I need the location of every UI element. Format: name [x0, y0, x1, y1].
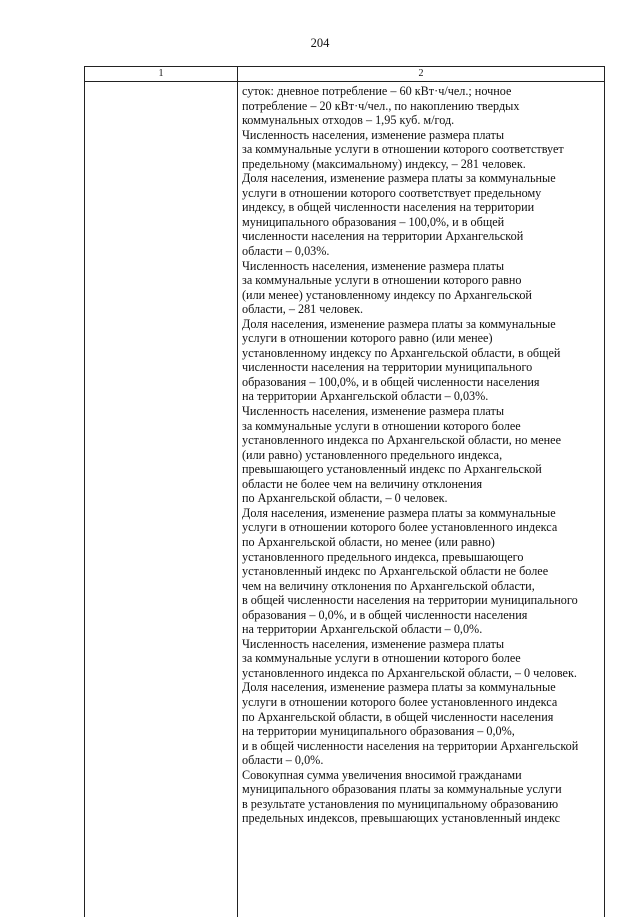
text-line: чем на величину отклонения по Архангельской области,: [242, 578, 535, 593]
text-line: области не более чем на величину отклонения: [242, 476, 483, 491]
text-line: на территории Архангельской области – 0,0%.: [242, 622, 483, 637]
text-line: образования – 100,0%, и в общей численности населения: [242, 374, 540, 389]
text-line: (или менее) установленному индексу по Архангельской: [242, 287, 532, 302]
text-line: установленного предельного индекса, превышающего: [242, 549, 524, 564]
text-line: муниципального образования платы за коммунальные услуги: [242, 782, 562, 797]
text-line: установленного индекса по Архангельской области, – 0 человек.: [242, 665, 577, 680]
text-line: Численность населения, изменение размера платы: [242, 258, 505, 273]
column-1-header: 1: [85, 67, 238, 81]
text-line: на территории Архангельской области – 0,03%.: [242, 389, 489, 404]
text-line: Доля населения, изменение размера платы за коммунальные: [242, 171, 556, 186]
text-line: за коммунальные услуги в отношении которого соответствует: [242, 142, 564, 157]
text-line: области, – 281 человек.: [242, 302, 364, 317]
text-line: услуги в отношении которого соответствует предельному: [242, 185, 542, 200]
text-line: муниципального образования – 100,0%, и в общей: [242, 214, 505, 229]
text-line: услуги в отношении которого более установленного индекса: [242, 520, 558, 535]
text-line: численности населения на территории муниципального: [242, 360, 533, 375]
text-line: потребление – 20 кВт·ч/чел., по накоплению твердых: [242, 98, 520, 113]
text-line: Доля населения, изменение размера платы за коммунальные: [242, 505, 556, 520]
text-line: за коммунальные услуги в отношении которого равно: [242, 273, 522, 288]
text-line: и в общей численности населения на территории Архангельской: [242, 738, 579, 753]
text-line: по Архангельской области, но менее (или равно): [242, 534, 495, 549]
text-line: услуги в отношении которого более установленного индекса: [242, 694, 558, 709]
text-line: предельных индексов, превышающих установленный индекс: [242, 811, 561, 826]
text-line: индексу, в общей численности населения на территории: [242, 200, 535, 215]
text-line: Численность населения, изменение размера платы: [242, 404, 505, 419]
text-line: суток: дневное потребление – 60 кВт·ч/чел.; ночное: [242, 84, 512, 98]
text-line: Совокупная сумма увеличения вносимой гражданами: [242, 767, 522, 782]
content-table: [84, 66, 605, 917]
text-line: за коммунальные услуги в отношении которого более: [242, 651, 521, 666]
text-line: Численность населения, изменение размера платы: [242, 636, 505, 651]
text-line: установленному индексу по Архангельской области, в общей: [242, 345, 561, 360]
column-2-header: 2: [418, 68, 424, 79]
text-line: установленный индекс по Архангельской области не более: [242, 564, 549, 579]
text-line: предельному (максимальному) индексу, – 281 человек.: [242, 156, 526, 171]
column-1-cell: [85, 82, 238, 917]
text-line: установленного индекса по Архангельской области, но менее: [242, 433, 561, 448]
table-header-row: [85, 66, 604, 82]
text-line: по Архангельской области, – 0 человек.: [242, 491, 448, 506]
text-line: в общей численности населения на территории муниципального: [242, 593, 578, 608]
text-line: за коммунальные услуги в отношении которого более: [242, 418, 521, 433]
text-line: Доля населения, изменение размера платы за коммунальные: [242, 680, 556, 695]
text-line: по Архангельской области, в общей численности населения: [242, 709, 554, 724]
text-line: на территории муниципального образования – 0,0%,: [242, 724, 515, 739]
text-line: Численность населения, изменение размера платы: [242, 127, 505, 142]
text-line: области – 0,03%.: [242, 244, 330, 259]
column-2-cell: [238, 82, 604, 917]
text-line: превышающего установленный индекс по Архангельской: [242, 462, 542, 477]
text-line: Доля населения, изменение размера платы за коммунальные: [242, 316, 556, 331]
table-body-row: [85, 82, 604, 917]
text-line: образования – 0,0%, и в общей численности населения: [242, 607, 528, 622]
text-line: (или равно) установленного предельного индекса,: [242, 447, 503, 462]
text-line: численности населения на территории Архангельской: [242, 229, 524, 244]
text-line: услуги в отношении которого равно (или менее): [242, 331, 493, 346]
page-number: 204: [310, 36, 330, 50]
text-line: области – 0,0%.: [242, 753, 324, 768]
text-line: коммунальных отходов – 1,95 куб. м/год.: [242, 113, 455, 128]
text-line: в результате установления по муниципальному образованию: [242, 796, 559, 811]
